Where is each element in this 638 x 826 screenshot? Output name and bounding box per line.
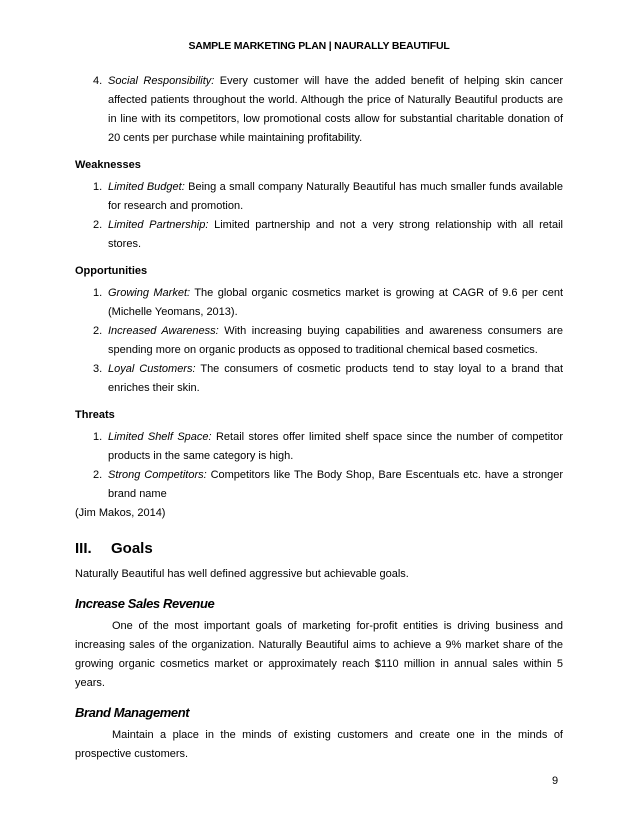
item-label: Increased Awareness: (108, 325, 219, 337)
list-item (75, 178, 563, 216)
item-label: Limited Partnership: (108, 219, 209, 231)
item-text: The consumers of cosmetic products tend to stay loyal to a brand that enriches their skin. (108, 363, 564, 394)
list-number: 2. (93, 469, 103, 481)
increase-sales-heading: Increase Sales Revenue (75, 596, 215, 611)
section-number: III. (75, 540, 92, 557)
list-number: 1. (93, 287, 103, 299)
list-number: 1. (93, 431, 103, 443)
list-number: 2. (93, 325, 103, 337)
increase-sales-paragraph: One of the most important goals of marketing for-profit entities is driving business and increasing sales of the organization. Naturally Beautiful aims to achieve a 9% market share of the growing organic cosmetics market or approximately reach $110 million in annual sales within 5 years. (75, 620, 563, 689)
goals-intro: Naturally Beautiful has well defined aggressive but achievable goals. (75, 568, 409, 580)
item-label: Limited Budget: (108, 181, 185, 193)
item-label: Growing Market: (108, 287, 191, 299)
list-item (75, 284, 563, 322)
item-text: The global organic cosmetics market is growing at CAGR of 9.6 per cent (Michelle Yeomans, 2013). (108, 287, 563, 318)
list-item (75, 466, 563, 504)
item-label: Social Responsibility: (108, 75, 215, 87)
page-content (75, 72, 563, 764)
goals-heading (75, 539, 563, 559)
list-item (75, 428, 563, 466)
list-number: 4. (93, 75, 103, 87)
brand-management-heading: Brand Management (75, 705, 190, 720)
item-text: With increasing buying capabilities and awareness consumers are spending more on organic products as opposed to traditional chemical based cosmetics. (108, 325, 563, 356)
brand-management-paragraph: Maintain a place in the minds of existing customers and create one in the minds of prospective customers. (75, 729, 563, 760)
list-item (75, 360, 563, 398)
item-label: Limited Shelf Space: (108, 431, 212, 443)
opportunities-heading: Opportunities (75, 265, 148, 277)
item-text: Every customer will have the added benefit of helping skin cancer affected patients throughout the world. Although the price of Naturally Beautiful products are in line with its competitors, low promotional costs allow for substantial charitable donation of 20 cents per purchase while maintaining profitability. (108, 75, 564, 144)
item-text: Limited partnership and not a very strong relationship with all retail stores. (108, 219, 563, 250)
page-header: SAMPLE MARKETING PLAN | NAURALLY BEAUTIFUL (188, 40, 450, 52)
item-text: Retail stores offer limited shelf space since the number of competitor products in the same category is high. (108, 431, 563, 462)
list-item (75, 72, 563, 148)
item-label: Strong Competitors: (108, 469, 207, 481)
threats-heading: Threats (75, 409, 115, 421)
weaknesses-heading: Weaknesses (75, 159, 141, 171)
list-item (75, 322, 563, 360)
list-number: 1. (93, 181, 103, 193)
list-number: 3. (93, 363, 103, 375)
page-number: 9 (552, 775, 559, 787)
item-label: Loyal Customers: (108, 363, 196, 375)
list-item (75, 216, 563, 254)
item-text: Being a small company Naturally Beautiful has much smaller funds available for research and promotion. (108, 181, 563, 212)
citation: (Jim Makos, 2014) (75, 507, 166, 519)
list-number: 2. (93, 219, 103, 231)
section-title: Goals (111, 540, 153, 557)
item-text: Competitors like The Body Shop, Bare Escentuals etc. have a stronger brand name (108, 469, 564, 500)
